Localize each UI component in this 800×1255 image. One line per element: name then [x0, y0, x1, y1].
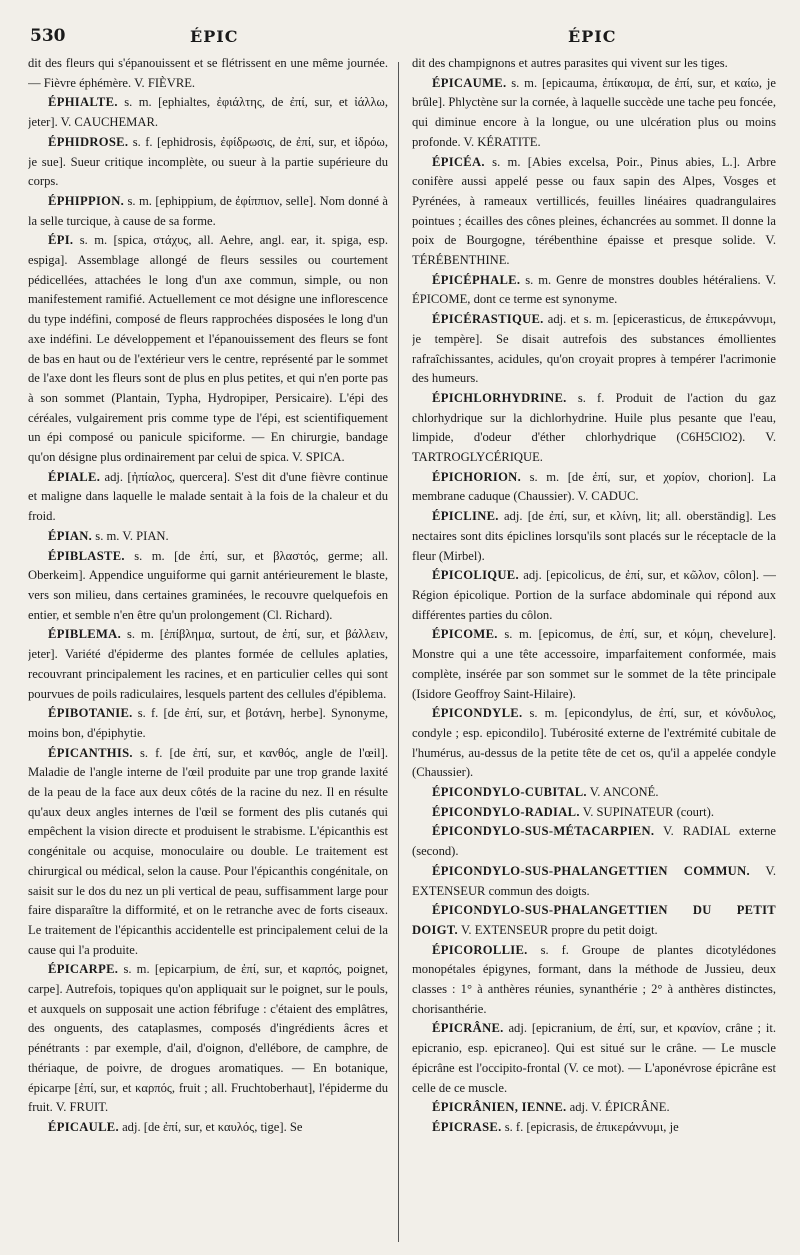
entry-headword: ÉPICOLIQUE.: [432, 568, 519, 583]
entry-headword: ÉPICRÂNE.: [432, 1021, 504, 1036]
dictionary-entry: [412, 822, 776, 861]
entry-headword: ÉPICOME.: [432, 627, 498, 642]
entry-headword: ÉPIBLASTE.: [48, 548, 125, 563]
entry-text: s. f. [de ἐπί, sur, et κανθός, angle de l'œil]. Maladie de l'angle interne de l'œil produite par une trop grande laxité de la peau de la face aux deux côtés de la racine du nez. Il en résulte qu'aux deux angles internes de l'œil se forment des plis cutanés qui empêchent la vision directe et produisent le strabisme. L'épicanthis est congénitale ou acquise, monoculaire ou double. Le traitement est chirurgical ou médical, selon la cause. Pour l'épicanthis congénitale, on saisit sur le dos du nez un pli vertical de peau, suffisamment large pour faire disparaître la difformité, et on le retranche avec de forts ciseaux. Le traitement de l'épicanthis accidentelle est principalement celui de la cause qui l'a produite.: [28, 745, 388, 957]
entry-text: adj. V. ÉPICRÂNE.: [569, 1100, 670, 1115]
left-column: [28, 54, 388, 1244]
entry-headword: ÉPICONDYLO-RADIAL.: [432, 804, 580, 819]
entry-text: s. m. [spica, στάχυς, all. Aehre, angl. ear, it. spiga, esp. espiga]. Assemblage allongé de fleurs sessiles ou courtement pédicellées, attachées le long d'un axe commun, simple, ou non manifestement ramifié. Actuellement ce mot désigne une inflorescence du type indéfini, composé de fleurs rapprochées disposées le long d'un axe indéfini. Le développement et l'épanouissement des fleurs se font de bas en haut ou de l'extérieur vers le centre, représenté par le sommet de l'axe dont les fleurs sont de plus en plus petites, et qui n'en porte pas à son sommet (Plantain, Typha, Hydropiper, Persicaire). L'épi des céréales, vulgairement pris comme type de l'épi, est scientifiquement un épi composé ou panicule spiciforme. — En chirurgie, bandage qu'on désigne plus ordinairement par celui de spica. V. SPICA.: [28, 233, 388, 465]
entry-headword: ÉPI.: [48, 233, 74, 248]
page-number: 530: [30, 26, 66, 46]
entry-text: s. m. [epicauma, ἐπίκαυμα, de ἐπί, sur, et καίω, je brûle]. Phlyctène sur la cornée, à laquelle succède une tache peu foncée, qui diminue encore à la longue, ou une ulcération plus ou moins profonde. V. KÉRATITE.: [412, 75, 776, 149]
entry-text: s. m. [ἐπίβλημα, surtout, de ἐπί, sur, et βάλλειν, jeter]. Variété d'épiderme des plantes formée de cellules aplaties, recouvrant principalement les racines, et en particulier celles qui sont pourvues de poils radiculaires, lesquels partent des cellules d'épiblema.: [28, 627, 388, 701]
dictionary-entry: [412, 468, 776, 507]
entry-text: adj. et s. m. [epicerasticus, de ἐπικεράννυμι, je tempère]. Se disait autrefois des substances émollientes rafraîchissantes, acidules, qu'on croyait propres à tempérer l'acrimonie des humeurs.: [412, 312, 776, 386]
dictionary-entry: [412, 1118, 776, 1138]
dictionary-entry: [412, 704, 776, 783]
dictionary-entry: [28, 468, 388, 527]
dictionary-entry: [412, 389, 776, 468]
page-header: [30, 26, 776, 50]
entry-text: s. f. [de ἐπί, sur, et βοτάνη, herbe]. Synonyme, moins bon, d'épiphytie.: [28, 706, 388, 740]
entry-text: s. m. [Abies excelsa, Poir., Pinus abies, L.]. Arbre conifère aussi appelé pesse ou faux sapin des Alpes, Vosges et Pyrénées, à rameaux vertillicés, feuilles linéaires quadrangulaires pointues ; écailles des cônes pleines, échancrées au sommet. Il donne la poix de Bourgogne, térébenthine épaisse et presque solide. V. TÉRÉBENTHINE.: [412, 154, 776, 268]
entry-text: dit des fleurs qui s'épanouissent et se flétrissent en une même journée. — Fièvre éphémère. V. FIÈVRE.: [28, 56, 388, 90]
dictionary-entry: [28, 231, 388, 467]
dictionary-entry: [28, 1118, 388, 1138]
dictionary-entry: [28, 744, 388, 961]
dictionary-entry: [412, 783, 776, 803]
dictionary-entry: [412, 1098, 776, 1118]
dictionary-entry: [28, 93, 388, 132]
dictionary-entry: [412, 271, 776, 310]
dictionary-entry: [28, 547, 388, 626]
entry-headword: ÉPICRÂNIEN, IENNE.: [432, 1100, 567, 1115]
entry-text: adj. [ἠπίαλος, quercera]. S'est dit d'une fièvre continue et maligne dans laquelle le malade sentait à la fois de la chaleur et du froid.: [28, 469, 388, 524]
entry-headword: ÉPICONDYLO-SUS-PHALANGETTIEN DU PETIT DOIGT.: [412, 903, 776, 937]
entry-text: V. SUPINATEUR (court).: [582, 804, 715, 819]
entry-headword: ÉPIBOTANIE.: [48, 706, 133, 721]
entry-text: s. f. Produit de l'action du gaz chlorhydrique sur la dichlorhydrine. Huile plus pesante que l'eau, limpide, d'odeur d'éther chlorhydrique (C6H5ClO2). V. TARTROGLYCÉRIQUE.: [412, 390, 776, 465]
dictionary-entry: [412, 941, 776, 1020]
dictionary-entry: [28, 960, 388, 1118]
entry-text: s. m. [de ἐπί, sur, et βλαστός, germe; all. Oberkeim]. Appendice unguiforme qui garnit antérieurement le blaste, vers son milieu, dans certaines graminées, le recouvre quelquefois en entier, et semble n'en être qu'un prolongement (Cl. Richard).: [28, 548, 388, 622]
entry-text: s. m. [epicomus, de ἐπί, sur, et κόμη, chevelure]. Monstre qui a une tête accessoire, imparfaitement conformée, mais complète, insérée par son sommet sur le sommet de la tête principale (Isidore Geoffroy Saint-Hilaire).: [412, 627, 776, 701]
entry-text: s. m. V. PIAN.: [95, 528, 169, 543]
dictionary-entry: [28, 527, 388, 547]
entry-text: adj. [de ἐπί, sur, et καυλός, tige]. Se: [122, 1119, 303, 1134]
entry-text: dit des champignons et autres parasites qui vivent sur les tiges.: [412, 56, 728, 70]
entry-headword: ÉPICÉA.: [432, 154, 485, 169]
entry-text: s. m. [ephialtes, ἐφιάλτης, de ἐπί, sur, et ἰάλλω, jeter]. V. CAUCHEMAR.: [28, 95, 388, 130]
dictionary-entry: [28, 192, 388, 231]
entry-headword: ÉPICAUME.: [432, 75, 507, 90]
dictionary-entry: [412, 1019, 776, 1098]
entry-text: s. m. [ephippium, de ἐφίππιον, selle]. Nom donné à la selle turcique, à cause de sa forme.: [28, 193, 388, 228]
entry-headword: ÉPICHORION.: [432, 469, 522, 484]
entry-text: s. m. [de ἐπί, sur, et χορίον, chorion]. La membrane caduque (Chaussier). V. CADUC.: [412, 469, 776, 504]
entry-text: adj. [de ἐπί, sur, et κλίνη, lit; all. oberständig]. Les nectaires sont dits épiclines lorsqu'ils sont placés sur le réceptacle de la fleur (Mirbel).: [412, 509, 776, 563]
entry-text: V. ANCONÉ.: [589, 785, 659, 800]
entry-text: V. RADIAL externe (second).: [412, 824, 776, 859]
dictionary-entry: [28, 54, 388, 93]
running-head-left: ÉPIC: [190, 27, 239, 46]
dictionary-entry: [412, 803, 776, 823]
entry-text: s. f. [epicrasis, de ἐπικεράννυμι, je: [504, 1119, 679, 1134]
dictionary-entry: [412, 74, 776, 153]
entry-headword: ÉPICAULE.: [48, 1119, 119, 1134]
entry-headword: ÉPICONDYLE.: [432, 706, 523, 721]
entry-text: s. f. [ephidrosis, ἐφίδρωσις, de ἐπί, sur, et ἱδρόω, je sue]. Sueur critique incomplète, ou sueur à la partie supérieure du corps.: [28, 134, 388, 189]
entry-headword: ÉPICÉPHALE.: [432, 272, 521, 287]
entry-headword: ÉPIALE.: [48, 469, 101, 484]
entry-text: V. EXTENSEUR commun des doigts.: [412, 863, 776, 898]
entry-text: adj. [epicranium, de ἐπί, sur, et κρανίον, crâne ; it. epicranio, esp. epicraneo]. Qui est situé sur le crâne. — Le muscle épicrâne est l'occipito-frontal (V. ce mot). — L'aponévrose épicrâne est celle de ce muscle.: [412, 1021, 776, 1095]
dictionary-entry: [412, 901, 776, 940]
column-divider: [398, 62, 399, 1242]
entry-headword: ÉPHIALTE.: [48, 95, 118, 110]
entry-headword: ÉPICANTHIS.: [48, 745, 133, 760]
right-column: [412, 54, 776, 1244]
entry-headword: ÉPICONDYLO-SUS-PHALANGETTIEN COMMUN.: [432, 863, 750, 878]
dictionary-entry: [412, 153, 776, 271]
entry-headword: ÉPICONDYLO-CUBITAL.: [432, 785, 587, 800]
entry-headword: ÉPHIDROSE.: [48, 134, 129, 149]
entry-headword: ÉPICONDYLO-SUS-MÉTACARPIEN.: [432, 824, 655, 839]
dictionary-entry: [412, 54, 776, 74]
entry-headword: ÉPIAN.: [48, 528, 93, 543]
dictionary-entry: [412, 625, 776, 704]
entry-text: adj. [epicolicus, de ἐπί, sur, et κῶλον, côlon]. — Région épicolique. Portion de la surface abdominale qui répond aux différentes parties du côlon.: [412, 568, 776, 622]
entry-headword: ÉPICOROLLIE.: [432, 942, 528, 957]
dictionary-entry: [412, 566, 776, 625]
entry-text: s. m. [epicarpium, de ἐπί, sur, et καρπός, poignet, carpe]. Autrefois, topiques qu'on appliquait sur le poignet, sur le pouls, et auxquels on supposait une action fébrifuge : c'étaient des emplâtres, des onguents, des cataplasmes, composés d'ingrédients âcres et pénétrants : par exemple, d'ail, d'oignon, d'ellébore, de camphre, de thériaque, de poivre, de drogues aromatiques. — En botanique, épicarpe [ἐπί, sur, et καρπός, fruit ; all. Fruchtoberhaut], l'épiderme du fruit. V. FRUIT.: [28, 962, 388, 1115]
entry-text: s. m. [epicondylus, de ἐπί, sur, et κόνδυλος, condyle ; esp. epicondilo]. Tubérosité externe de l'extrémité cubitale de l'humérus, au-dessus de la petite tête de cet os, qu'il a appelée condyle (Chaussier).: [412, 706, 776, 780]
entry-headword: ÉPICRASE.: [432, 1119, 502, 1134]
entry-headword: ÉPICHLORHYDRINE.: [432, 390, 567, 405]
dictionary-entry: [412, 862, 776, 901]
dictionary-entry: [28, 704, 388, 743]
entry-text: V. EXTENSEUR propre du petit doigt.: [460, 922, 658, 937]
dictionary-entry: [412, 310, 776, 389]
dictionary-entry: [412, 507, 776, 566]
entry-headword: ÉPICARPE.: [48, 962, 119, 977]
entry-headword: ÉPICÉRASTIQUE.: [432, 312, 544, 327]
entry-text: s. m. Genre de monstres doubles hétéraliens. V. ÉPICOME, dont ce terme est synonyme.: [412, 272, 776, 307]
entry-headword: ÉPICLINE.: [432, 509, 499, 524]
running-head-right: ÉPIC: [568, 27, 617, 46]
dictionary-entry: [28, 625, 388, 704]
entry-text: s. f. Groupe de plantes dicotylédones monopétales épigynes, formant, dans la méthode de Jussieu, deux classes : 1° à anthères réunies, synanthérie ; 2° à anthères distinctes, chorisanthérie.: [412, 942, 776, 1016]
dictionary-entry: [28, 133, 388, 192]
entry-headword: ÉPIBLEMA.: [48, 627, 122, 642]
entry-headword: ÉPHIPPION.: [48, 193, 125, 208]
